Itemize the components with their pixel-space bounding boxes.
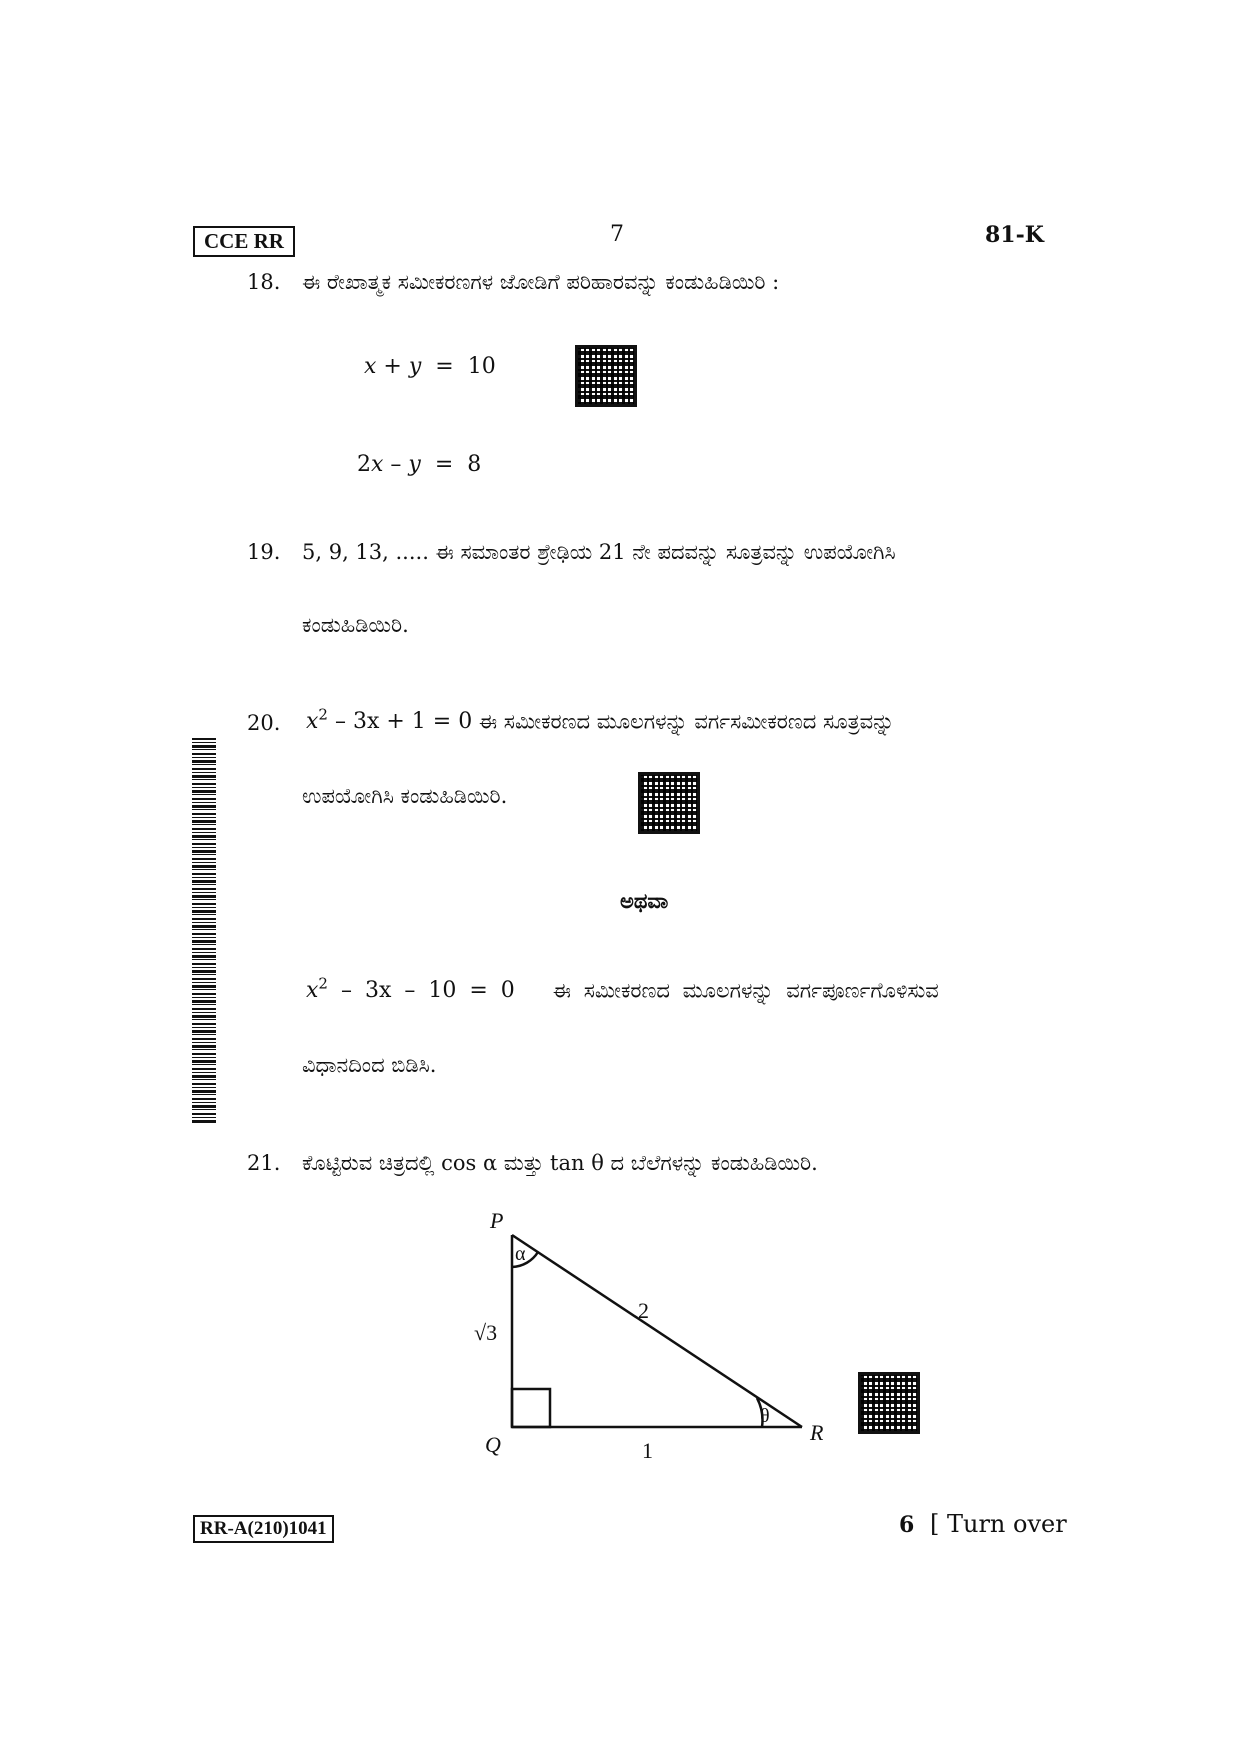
- turn-over-label: [ Turn over: [930, 1510, 1067, 1538]
- page-number: 7: [610, 222, 624, 247]
- q18-text: ಈ ರೇಖಾತ್ಮಕ ಸಮೀಕರಣಗಳ ಜೋಡಿಗೆ ಪರಿಹಾರವನ್ನು ಕಂಡುಹಿಡಿಯಿರಿ :: [302, 270, 780, 294]
- q20-line-1: $x^2 - 3x + 1 = 0$ ಈ ಸಮೀಕರಣದ ಮೂಲಗಳನ್ನು ವರ್ಗಸಮೀಕರಣದ ಸೂತ್ರವನ್ನು: [306, 706, 895, 735]
- q20-line-2: ಉಪಯೋಗಿಸಿ ಕಂಡುಹಿಡಿಯಿರಿ.: [302, 784, 508, 808]
- sheet-number: 6: [899, 1512, 915, 1538]
- qr-code-icon: [858, 1372, 920, 1434]
- q19-line-1: 5, 9, 13, ..... ಈ ಸಮಾಂತರ ಶ್ರೇಢಿಯ 21 ನೇ ಪದವನ್ನು ಸೂತ್ರವನ್ನು ಉಪಯೋಗಿಸಿ: [302, 540, 896, 564]
- q21-number: 21.: [247, 1151, 281, 1175]
- side-pr-label: 2: [638, 1298, 649, 1323]
- vertex-p-label: P: [490, 1208, 504, 1233]
- q20-alt-line-2: ವಿಧಾನದಿಂದ ಬಿಡಿಸಿ.: [302, 1053, 437, 1077]
- q19-number: 19.: [247, 540, 281, 564]
- series-box: CCE RR: [193, 226, 295, 257]
- qr-code-icon: [575, 345, 637, 407]
- or-label: ಅಥವಾ: [620, 888, 669, 913]
- side-qr-label: 1: [642, 1438, 653, 1463]
- qr-code-icon: [638, 772, 700, 834]
- subject-code: 81-K: [985, 222, 1044, 248]
- angle-theta-label: θ: [760, 1405, 770, 1427]
- vertex-r-label: R: [810, 1420, 824, 1445]
- q20-alt-line-1: $x^2 - 3x - 10 = 0$ ಈ ಸಮೀಕರಣದ ಮೂಲಗಳನ್ನು ವರ್ಗಪೂರ್ಣಗೊಳಿಸುವ: [306, 975, 939, 1004]
- q21-text: ಕೊಟ್ಟಿರುವ ಚಿತ್ರದಲ್ಲಿ cos α ಮತ್ತು tan θ ದ ಬೆಲೆಗಳನ್ನು ಕಂಡುಹಿಡಿಯಿರಿ.: [302, 1151, 818, 1175]
- q20-number: 20.: [247, 711, 281, 735]
- q18-number: 18.: [247, 270, 281, 294]
- vertex-q-label: Q: [485, 1432, 501, 1457]
- footer-code-box: RR-A(210)1041: [193, 1515, 334, 1543]
- barcode: [192, 738, 216, 1124]
- q18-equation-2: 2x – y = 8: [357, 452, 482, 477]
- q18-equation-1: x + y = 10: [364, 354, 496, 379]
- right-triangle-figure: [460, 1200, 860, 1470]
- angle-alpha-label: α: [515, 1243, 526, 1265]
- q19-line-2: ಕಂಡುಹಿಡಿಯಿರಿ.: [302, 613, 409, 637]
- side-pq-label: √3: [474, 1320, 498, 1345]
- right-angle-marker: [512, 1389, 550, 1427]
